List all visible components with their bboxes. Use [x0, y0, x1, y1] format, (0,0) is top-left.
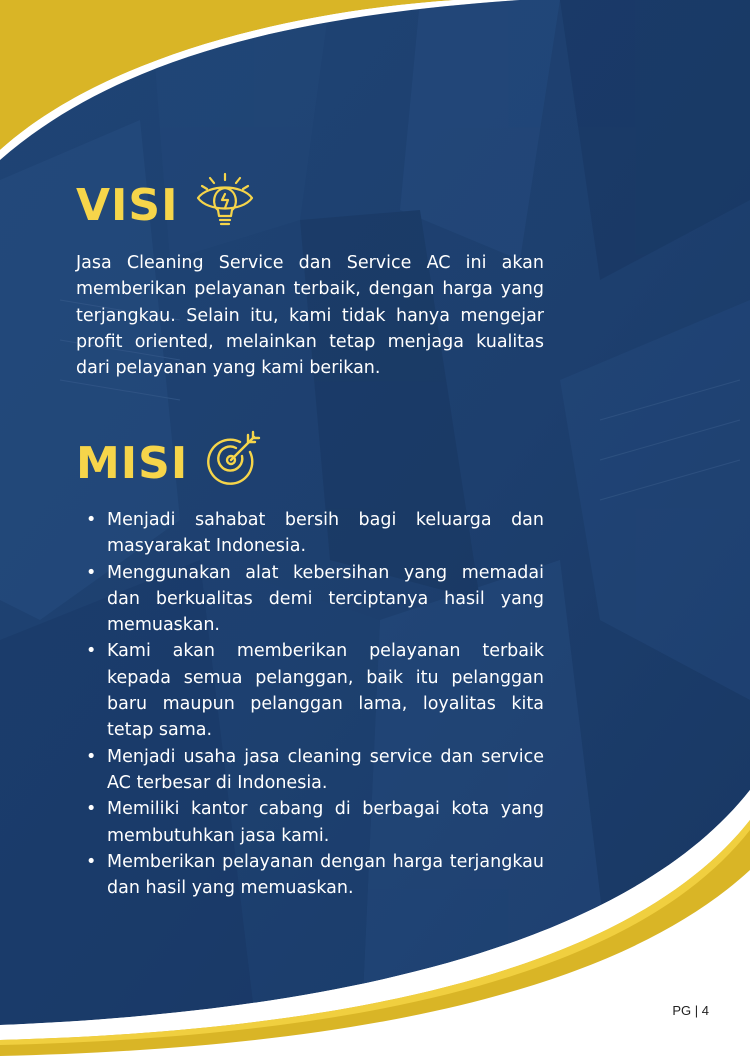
target-arrow-icon	[206, 430, 264, 497]
misi-title: MISI	[76, 438, 189, 489]
misi-list	[76, 507, 544, 901]
misi-heading	[76, 430, 264, 497]
visi-text: Jasa Cleaning Service dan Service AC ini akan memberikan pelayanan terbaik, dengan harga yang terjangkau. Selain itu, kami tidak hanya mengejar profit oriented, melainkan tetap menjaga kualitas dari pelayanan yang kami berikan.	[76, 253, 544, 379]
visi-heading	[76, 172, 254, 239]
list-item: • Menjadi sahabat bersih bagi keluarga dan masyarakat Indonesia.	[86, 510, 544, 557]
list-item: • Memberikan pelayanan dengan harga terjangkau dan hasil yang memuaskan.	[86, 851, 544, 899]
list-item: • Kami akan memberikan pelayanan terbaik kepada semua pelanggan, baik itu pelanggan baru maupun pelanggan lama, loyalitas kita tetap sama.	[86, 641, 544, 741]
list-item: • Menjadi usaha jasa cleaning service dan service AC terbesar di Indonesia.	[86, 746, 544, 793]
visi-title: VISI	[76, 180, 179, 231]
list-item: • Menggunakan alat kebersihan yang memadai dan berkualitas demi terciptanya hasil yang memuaskan.	[86, 562, 544, 636]
lightbulb-eye-icon	[196, 172, 254, 239]
list-item: • Memiliki kantor cabang di berbagai kota yang membutuhkan jasa kami.	[86, 799, 544, 846]
page-number: PG | 4	[672, 1003, 709, 1018]
